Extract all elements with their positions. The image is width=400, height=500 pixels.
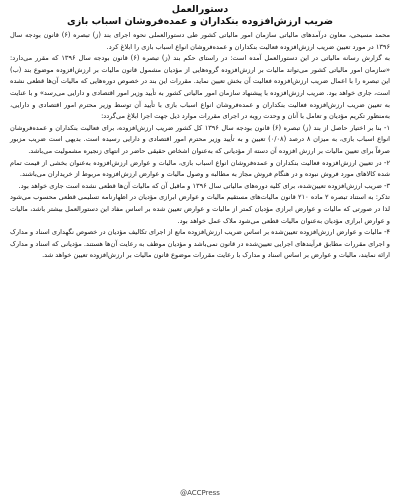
paragraph-item-3: ۳- ضریب ارزش‌افزوده تعیین‌شده، برای کلیه دوره‌های مالیاتی سال ۱۳۹۶ و ماقبل آن که مالیات آن‌ها قطعی نشده است جاری خواهد بود. — [18, 181, 390, 190]
at-sign: @ — [180, 489, 188, 497]
paragraph-item-1: ۱- بنا بر اختیار حاصل از بند (ز) تبصره (۶) قانون بودجه سال ۱۳۹۶ کل کشور ضریب ارزش‌افزوده، برای فعالیت بنکداران و عمده‌فروشان انواع اسباب بازی، به میزان ۸ درصد (۰/۰۸) تعیین و به تأیید وزیر محترم امور اقتصادی و دارایی رسیده است. بدیهی است ضریب مزبور صرفاً برای تعیین مالیات بر ارزش افزوده آن دسته از مؤدیانی که به‌عنوان اشخاص حقیقی حاضر در انتهای زنجیره مشمولیت می‌باشد. — [10, 123, 391, 155]
paragraph-item-2: ۲- در تعیین ارزش‌افزوده فعالیت بنکداران و عمده‌فروشان انواع اسباب بازی، مالیات و عوارض ارزش‌افزوده به‌عنوان بخشی از قیمت تمام شده کالاهای مورد فروش نبوده و در هنگام فروش مجاز به مطالبه و وصول مالیات و عوارض ارزش‌افزوده مربوط از خریداران می‌باشند. — [10, 158, 390, 179]
paragraph-note: تذکر: به استناد تبصره ۲ ماده ۲۱۰ قانون مالیات‌های مستقیم مالیات و عوارض ابرازی مؤدیان در اظهارنامه تسلیمی قطعی محسوب می‌شود لذا در صورتی که مالیات و عوارض ابرازی مؤدیان کمتر از مالیات و عوارض تعیین شده بر اساس مفاد این دستورالعمل بیشتر باشد، مالیات و عوارض ابرازی مؤدیان به‌عنوان مالیات قطعی می‌شود ملاک عمل خواهد بود. — [10, 193, 390, 225]
document-title: دستورالعمل — [171, 4, 229, 15]
document-subtitle: ضریب ارزش‌افزوده بنکداران و عمده‌فروشان اسباب بازی — [67, 16, 333, 27]
paragraph-intro: محمد مسیحی، معاون درآمدهای مالیاتی سازمان امور مالیاتی کشور طی دستورالعملی نحوه اجرای بند (ز) تبصره (۶) قانون بودجه سال ۱۳۹۶ در مورد تعیین ضریب ارزش‌افزوده فعالیت بنکداران و عمده‌فروشان انواع اسباب بازی را ابلاغ کرد. — [10, 31, 390, 51]
paragraph-item-4: ۴- مالیات و عوارض ارزش‌افزوده تعیین‌شده بر اساس ضریب ارزش‌افزوده مانع از اجرای تکالیف مؤدیان در خصوص نگهداری اسناد و مدارک و اجرای مقررات مطابق فرآیندهای اجرایی تعیین‌شده در قانون نمی‌باشد و مؤدیان موظف به رعایت آن‌ها هستند. مؤدیانی که اسناد و مدارک ارائه نمایند، مالیات و عوارض بر اساس اسناد و مدارک با رعایت مقررات موضوع قانون مالیات بر ارزش‌افزوده تعیین خواهد شد. — [10, 228, 390, 260]
source-handle: ACCPress — [187, 489, 220, 497]
paragraph-report: به گزارش رسانه مالیاتی در این دستورالعمل آمده است: در راستای حکم بند (ز) تبصره (۶) قانون بودجه سال ۱۳۹۶ که مقرر می‌دارد: «سازمان امور مالیاتی کشور می‌تواند مالیات بر ارزش‌افزوده گروه‌هایی از مؤدیان مشمول قانون مالیات بر ارزش‌افزوده موضوع بند (ب) این تبصره را با اعمال ضریب ارزش‌افزوده فعالیت آن بخش تعیین نماید. مقررات این بند در خصوص دوره‌هایی که مالیات آن‌ها قطعی نشده است، جاری خواهد بود. ضریب ارزش‌افزوده با پیشنهاد سازمان امور مالیاتی کشور به تأیید وزیر امور اقتصادی و دارایی می‌رسد» و با عنایت به تعیین ضریب ارزش‌افزوده فعالیت بنکداران و عمده‌فروشان انواع اسباب بازی با تأیید آن توسط وزیر محترم امور اقتصادی و دارایی، به‌منظور تکریم مؤدیان و تعامل با آنان و وحدت رویه در اجرای مقررات موارد ذیل جهت اجرا ابلاغ می‌گردد: — [10, 54, 390, 121]
source-watermark — [0, 488, 400, 498]
document-body — [10, 30, 390, 262]
